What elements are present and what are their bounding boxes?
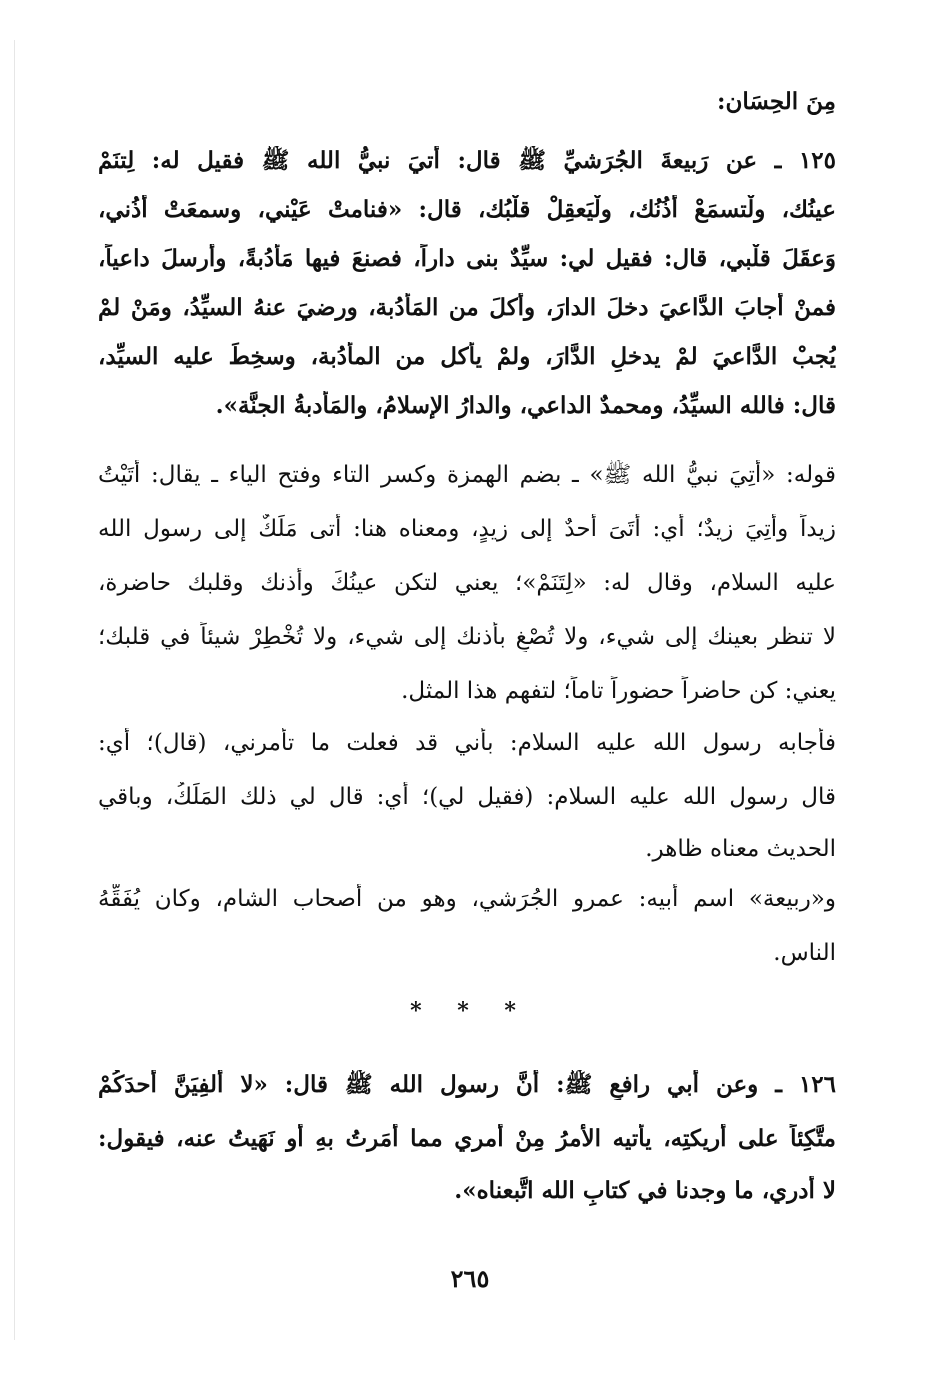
page-edge-line <box>14 40 15 1340</box>
text-line: لا أَدري، ما وجدنا في كتابِ الله اتَّبعناه». <box>454 1177 836 1204</box>
text-line: لا تنظر بعينك إلى شيء، ولا تُصْغِ بأذنك إلى شيء، ولا تُخْطِرْ شيئاً في قلبك؛ <box>98 624 836 650</box>
text-line: فمنْ أجابَ الدَّاعيَ دخلَ الدارَ، وأكلَ من المَأدُبة، ورضيَ عنهُ السيِّدُ، ومَنْ لمْ <box>98 294 836 321</box>
text-line: قال رسول الله عليه السلام: (فقيل لي)؛ أي: قال لي ذلك المَلَكُ، وباقي <box>98 784 836 810</box>
page-number: ٢٦٥ <box>450 1264 490 1293</box>
section-separator: * * * <box>410 998 530 1024</box>
text-line: ١٢٦ ـ وعن أبي رافعٍ ﷺ: أنَّ رسول الله ﷺ قال: «لا أُلفِيَنَّ أحدَكُمْ <box>98 1071 836 1098</box>
text-line: وَعقَلَ قلْبي، قال: فقيل لي: سيِّدٌ بنى داراً، فصنعَ فيها مَأدُبةً، وأرسلَ داعياً، <box>98 245 836 272</box>
text-line: يعني: كن حاضراً حضوراً تاماً؛ لتفهم هذا المثل. <box>401 678 836 704</box>
text-line: عليه السلام، وقال له: «لِتَنَمْ»؛ يعني لتكن عينُكَ وأذنك وقلبك حاضرة، <box>98 570 836 596</box>
text-line: الحديث معناه ظاهر. <box>645 836 836 862</box>
text-line: قوله: «أُتِيَ نبيُّ الله ﷺ» ـ بضم الهمزة وكسر التاء وفتح الياء ـ يقال: أَتَيْتُ <box>98 462 836 488</box>
text-line: فأجابه رسول الله عليه السلام: بأني قد فعلت ما تأمرني، (قال)؛ أي: <box>98 730 836 756</box>
text-line: متَّكِئاً على أَريكتِه، يأْتيه الأمرُ مِنْ أمري مما أَمَرتُ بهِ أو نَهَيتُ عنه، فيقول: <box>98 1125 836 1152</box>
text-line: يُجبْ الدَّاعيَ لمْ يدخلِ الدَّارَ، ولمْ يأْكل من المأدُبة، وسخِطَ عليه السيِّد، <box>98 343 836 370</box>
text-line: عينُك، ولْتسمَعْ أذُنُك، ولْيَعقِلْ قلْبُك، قال: «فنامتْ عَيْني، وسمعَتْ أُذُني، <box>98 196 836 223</box>
text-line: و«ربيعة» اسم أبيه: عمرو الجُرَشي، وهو من أصحاب الشام، وكان يُفَقِّهُ <box>98 886 836 912</box>
section-heading: مِنَ الحِسَان: <box>717 88 836 115</box>
text-line: قال: فالله السيِّدُ، ومحمدٌ الداعي، والدارُ الإسلامُ، والمَأْدبةُ الجنَّة». <box>215 392 836 419</box>
text-line: زيداً وأُتِيَ زيدٌ؛ أي: أَتَىَ أحدٌ إلى زيدٍ، ومعناه هنا: أتى مَلَكٌ إلى رسول الله <box>98 516 836 542</box>
text-line: الناس. <box>773 940 836 966</box>
text-line: ١٢٥ ـ عن رَبيعةَ الجُرَشيِّ ﷺ قال: أُتيَ نبيُّ الله ﷺ فقيل له: لِتنَمْ <box>98 147 836 174</box>
